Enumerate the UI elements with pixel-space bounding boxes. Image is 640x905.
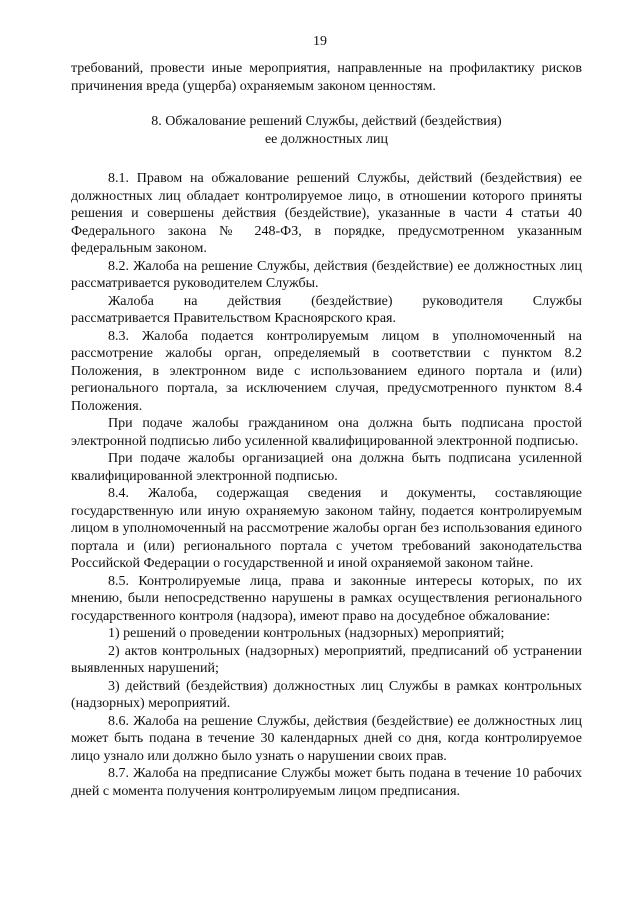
- paragraph-8-6: 8.6. Жалоба на решение Службы, действия (бездействие) ее должностных лиц может быть подана в течение 30 календарных дней со дня, когда контролируемое лицо узнало или должно было узнать о нарушении своих прав.: [71, 713, 582, 764]
- list-item-1: 1) решений о проведении контрольных (надзорных) мероприятий;: [108, 626, 505, 641]
- spread-word: (бездействие): [311, 293, 393, 309]
- paragraph-8-2: 8.2. Жалоба на решение Службы, действия (бездействие) ее должностных лиц рассматривается руководителем Службы.: [71, 258, 582, 291]
- page-number: 19: [313, 34, 327, 49]
- paragraph-8-3: 8.3. Жалоба подается контролируемым лицом в уполномоченный на рассмотрение жалобы орган, определяемый в соответствии с пунктом 8.2 Положения, в электронном виде с использованием единого портала и (или) регионального портала, за исключением случая, предусмотренного пунктом 8.4 Положения.: [71, 328, 582, 414]
- section-heading-line1: 8. Обжалование решений Службы, действий (бездействия): [151, 114, 502, 129]
- paragraph-citizen-signature: При подаче жалобы гражданином она должна быть подписана простой электронной подписью либо усиленной квалифицированной электронной подписью.: [71, 416, 582, 449]
- spread-word: руководителя: [422, 293, 503, 309]
- document-body: [71, 60, 582, 800]
- spread-word: Жалоба: [108, 293, 154, 309]
- spread-line: [71, 293, 582, 311]
- section-heading: [71, 113, 582, 148]
- paragraph-8-7: 8.7. Жалоба на предписание Службы может быть подана в течение 10 рабочих дней с момента получения контролируемым лицом предписания.: [71, 766, 582, 799]
- spread-word: на: [183, 293, 198, 309]
- paragraph-8-4: 8.4. Жалоба, содержащая сведения и документы, составляющие государственную или иную охраняемую законом тайну, подается контролируемым лицом в уполномоченный на рассмотрение жалобы орган без использования единого портала и (или) регионального портала с учетом требований законодательства Российской Федерации о государственной и иной охраняемой законом тайне.: [71, 486, 582, 571]
- paragraph-8-5: 8.5. Контролируемые лица, права и законные интересы которых, по их мнению, были непосредственно нарушены в рамках осуществления регионального государственного контроля (надзора), имеют право на досудебное обжалование:: [71, 573, 582, 624]
- continuation-paragraph: требований, провести иные мероприятия, направленные на профилактику рисков причинения вреда (ущерба) охраняемым законом ценностям.: [71, 61, 582, 94]
- paragraph-8-1: 8.1. Правом на обжалование решений Службы, действий (бездействия) ее должностных лиц обладает контролируемое лицо, в отношении которого приняты решения и совершены действия (бездействие), указанные в части 4 статьи 40 Федерального закона № 248-ФЗ, в порядке, предусмотренном указанным федеральным законом.: [71, 171, 582, 256]
- paragraph-complaint-head-tail: рассматривается Правительством Красноярского края.: [71, 311, 396, 326]
- paragraph-organization-signature: При подаче жалобы организацией она должна быть подписана усиленной квалифицированной электронной подписью.: [71, 451, 582, 484]
- list-item-3: 3) действий (бездействия) должностных лиц Службы в рамках контрольных (надзорных) мероприятий.: [71, 678, 582, 711]
- spread-word: действия: [227, 293, 282, 309]
- section-heading-line2: ее должностных лиц: [264, 131, 389, 147]
- list-item-2: 2) актов контрольных (надзорных) мероприятий, предписаний об устранении выявленных нарушений;: [71, 643, 582, 676]
- spread-word: Службы: [532, 293, 582, 309]
